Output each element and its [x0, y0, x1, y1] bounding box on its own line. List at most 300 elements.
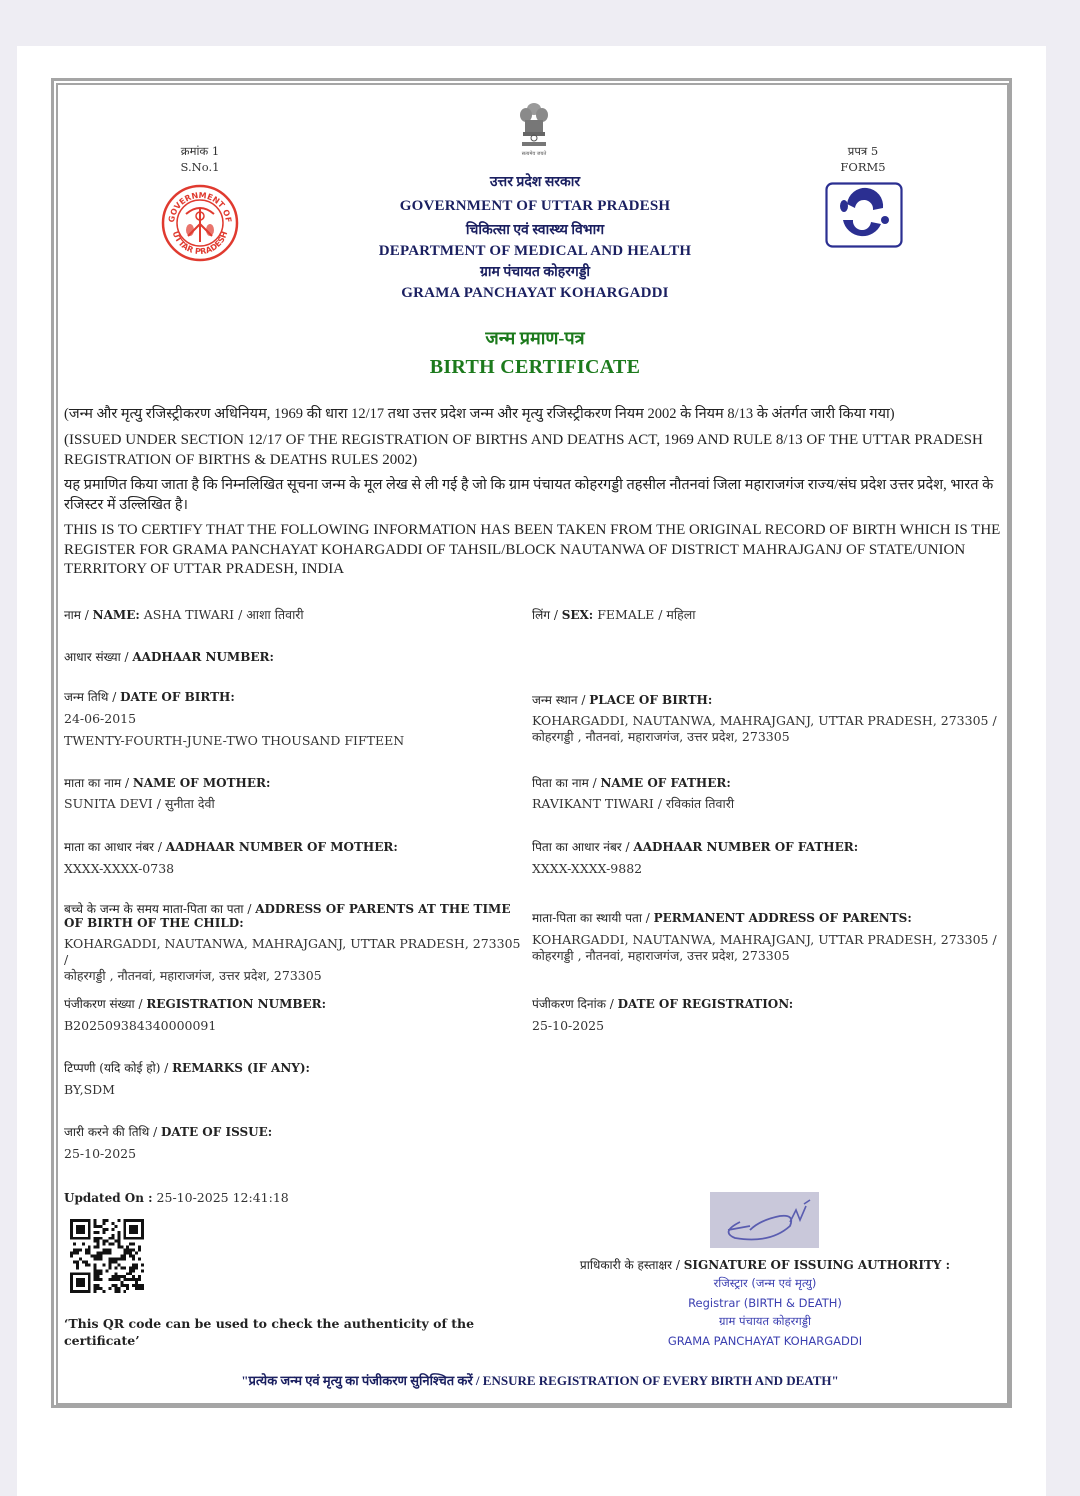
qr-module	[120, 1281, 123, 1284]
qr-module	[138, 1287, 141, 1290]
qr-module	[123, 1278, 126, 1281]
qr-module	[88, 1272, 91, 1275]
qr-module	[123, 1225, 126, 1228]
birth-address-value-en: KOHARGADDI, NAUTANWA, MAHRAJGANJ, UTTAR PRADESH, 273305 /	[64, 936, 521, 967]
qr-module	[70, 1237, 73, 1240]
qr-module	[88, 1219, 91, 1222]
qr-module	[94, 1278, 97, 1281]
qr-module	[106, 1269, 109, 1272]
qr-module	[123, 1231, 126, 1234]
qr-module	[70, 1222, 73, 1225]
qr-module	[141, 1269, 144, 1272]
field-mother-aadhaar: माता का आधार नंबर / AADHAAR NUMBER OF MOTHER: XXXX-XXXX-0738	[64, 838, 514, 877]
qr-module	[114, 1278, 117, 1281]
qr-module	[73, 1243, 76, 1246]
qr-module	[129, 1272, 132, 1275]
field-father-aadhaar: पिता का आधार नंबर / AADHAAR NUMBER OF FATHER: XXXX-XXXX-9882	[532, 838, 982, 877]
qr-module	[79, 1249, 82, 1252]
qr-module	[108, 1263, 111, 1266]
qr-module	[94, 1237, 97, 1240]
qr-module	[76, 1228, 79, 1231]
qr-module	[129, 1278, 132, 1281]
qr-module	[114, 1266, 117, 1269]
field-permanent-address: माता-पिता का स्थायी पता / PERMANENT ADDRESS OF PARENTS: KOHARGADDI, NAUTANWA, MAHRAJGANJ, UTTAR PRADESH, 273305 / कोहरगड्डी , नौतनवां, महाराजगंज, उत्तर प्रदेश, 273305	[532, 911, 997, 963]
qr-module	[79, 1219, 82, 1222]
qr-module	[73, 1252, 76, 1255]
field-mother-name: माता का नाम / NAME OF MOTHER: SUNITA DEVI / सुनीता देवी	[64, 774, 514, 812]
qr-module	[117, 1240, 120, 1243]
certification-hi: यह प्रमाणित किया जाता है कि निम्नलिखित सूचना जन्म के मूल लेख से ली गई है जो कि ग्राम पंचायत कोहरगड्डी तहसील नौतनवां जिला महाराजगंज राज्य/संघ प्रदेश उत्तर प्रदेश, भारत के रजिस्टर में उल्लिखित है।	[64, 477, 994, 513]
qr-module	[138, 1278, 141, 1281]
qr-module	[123, 1275, 126, 1278]
national-emblem-icon	[515, 99, 553, 159]
qr-module	[117, 1290, 120, 1293]
qr-module	[88, 1278, 91, 1281]
qr-module	[135, 1284, 138, 1287]
qr-module	[132, 1237, 135, 1240]
field-date-of-issue: जारी करने की तिथि / DATE OF ISSUE: 25-10-2025	[64, 1123, 514, 1162]
qr-module	[82, 1231, 85, 1234]
qr-module	[141, 1263, 144, 1266]
field-place-of-birth: जन्म स्थान / PLACE OF BIRTH: KOHARGADDI, NAUTANWA, MAHRAJGANJ, UTTAR PRADESH, 273305 / कोहरगड्डी , नौतनवां, महाराजगंज, उत्तर प्रदेश, 273305	[532, 693, 997, 744]
pob-value-en: KOHARGADDI, NAUTANWA, MAHRAJGANJ, UTTAR PRADESH, 273305 /	[532, 713, 997, 728]
qr-module	[117, 1219, 120, 1222]
field-sex: लिंग / SEX: FEMALE / महिला	[532, 607, 696, 622]
qr-module	[76, 1225, 79, 1228]
qr-module	[100, 1278, 103, 1281]
qr-module	[123, 1228, 126, 1231]
qr-module	[123, 1249, 126, 1252]
qr-module	[76, 1284, 79, 1287]
qr-module	[114, 1272, 117, 1275]
qr-module	[76, 1266, 79, 1269]
qr-module	[70, 1275, 73, 1278]
remarks-value: BY,SDM	[64, 1082, 115, 1097]
qr-module	[73, 1290, 76, 1293]
registrar-office-en: GRAMA PANCHAYAT KOHARGADDI	[667, 1334, 863, 1348]
field-remarks: टिप्पणी (यदि कोई हो) / REMARKS (IF ANY): BY,SDM	[64, 1059, 514, 1098]
qr-module	[138, 1237, 141, 1240]
qr-module	[70, 1284, 73, 1287]
qr-module	[111, 1260, 114, 1263]
qr-module	[114, 1275, 117, 1278]
perm-address-value-hi: कोहरगड्डी , नौतनवां, महाराजगंज, उत्तर प्रदेश, 273305	[532, 948, 790, 963]
qr-module	[141, 1284, 144, 1287]
qr-module	[94, 1263, 97, 1266]
qr-module	[82, 1272, 85, 1275]
qr-module	[120, 1275, 123, 1278]
qr-module	[82, 1237, 85, 1240]
qr-module	[97, 1246, 100, 1249]
qr-module	[70, 1287, 73, 1290]
qr-module	[120, 1266, 123, 1269]
qr-module	[108, 1278, 111, 1281]
serial-en: S.No.1	[180, 160, 220, 174]
qr-module	[82, 1219, 85, 1222]
qr-module	[103, 1222, 106, 1225]
qr-module	[94, 1231, 97, 1234]
qr-module	[141, 1287, 144, 1290]
signature-image	[710, 1192, 819, 1248]
qr-module	[126, 1278, 129, 1281]
qr-module	[100, 1225, 103, 1228]
qr-module	[97, 1231, 100, 1234]
qr-module	[135, 1237, 138, 1240]
qr-module	[132, 1266, 135, 1269]
qr-module	[126, 1284, 129, 1287]
verification-qr-code[interactable]	[69, 1219, 145, 1293]
qr-module	[135, 1228, 138, 1231]
qr-module	[97, 1257, 100, 1260]
qr-module	[111, 1222, 114, 1225]
qr-module	[73, 1260, 76, 1263]
mother-name-value: SUNITA DEVI / सुनीता देवी	[64, 796, 215, 811]
field-registration-date: पंजीकरण दिनांक / DATE OF REGISTRATION: 25-10-2025	[532, 995, 982, 1034]
qr-module	[141, 1222, 144, 1225]
qr-module	[141, 1225, 144, 1228]
qr-module	[120, 1255, 123, 1258]
qr-module	[108, 1249, 111, 1252]
qr-module	[82, 1281, 85, 1284]
qr-module	[129, 1252, 132, 1255]
qr-module	[97, 1269, 100, 1272]
department-en: DEPARTMENT OF MEDICAL AND HEALTH	[378, 243, 692, 259]
qr-module	[79, 1228, 82, 1231]
svg-text:UTTAR PRADESH: UTTAR PRADESH	[170, 230, 230, 257]
qr-module	[108, 1266, 111, 1269]
qr-module	[103, 1249, 106, 1252]
qr-module	[88, 1281, 91, 1284]
qr-module	[94, 1246, 97, 1249]
qr-module	[76, 1231, 79, 1234]
qr-module	[85, 1260, 88, 1263]
qr-module	[70, 1234, 73, 1237]
registration-date-value: 25-10-2025	[532, 1018, 605, 1033]
qr-module	[70, 1255, 73, 1258]
qr-module	[108, 1237, 111, 1240]
qr-module	[82, 1228, 85, 1231]
qr-module	[132, 1263, 135, 1266]
serial-hi: क्रमांक 1	[180, 144, 220, 158]
qr-module	[88, 1249, 91, 1252]
qr-module	[111, 1278, 114, 1281]
qr-module	[88, 1237, 91, 1240]
registrar-role-en: Registrar (BIRTH & DEATH)	[688, 1296, 842, 1310]
emblem-motto: सत्यमेव जयते	[521, 151, 547, 157]
department-hi: चिकित्सा एवं स्वास्थ्य विभाग	[465, 223, 605, 238]
qr-module	[91, 1255, 94, 1258]
qr-module	[88, 1252, 91, 1255]
qr-module	[70, 1219, 73, 1222]
qr-module	[138, 1257, 141, 1260]
qr-module	[100, 1237, 103, 1240]
qr-module	[97, 1255, 100, 1258]
qr-module	[94, 1266, 97, 1269]
qr-module	[73, 1249, 76, 1252]
qr-module	[103, 1219, 106, 1222]
qr-module	[117, 1275, 120, 1278]
qr-module	[111, 1284, 114, 1287]
qr-module	[97, 1252, 100, 1255]
footer-slogan: "प्रत्येक जन्म एवं मृत्यु का पंजीकरण सुनिश्चित करें / ENSURE REGISTRATION OF EVERY BIRTH AND DEATH"	[241, 1373, 839, 1388]
certificate-title-hi: जन्म प्रमाण-पत्र	[485, 328, 585, 348]
qr-module	[138, 1219, 141, 1222]
act-reference-hi: (जन्म और मृत्यु रजिस्ट्रीकरण अधिनियम, 1969 की धारा 12/17 तथा उत्तर प्रदेश जन्म और मृत्यु रजिस्ट्रीकरण नियम 2002 के नियम 8/13 के अंतर्गत जारी किया गया)	[64, 406, 895, 422]
qr-module	[129, 1237, 132, 1240]
qr-module	[135, 1252, 138, 1255]
qr-module	[114, 1240, 117, 1243]
qr-module	[117, 1231, 120, 1234]
qr-module	[103, 1228, 106, 1231]
qr-module	[70, 1278, 73, 1281]
certificate-title-en: BIRTH CERTIFICATE	[429, 356, 641, 378]
qr-module	[88, 1228, 91, 1231]
qr-module	[111, 1243, 114, 1246]
qr-module	[97, 1240, 100, 1243]
qr-module	[111, 1275, 114, 1278]
qr-module	[123, 1284, 126, 1287]
qr-module	[76, 1272, 79, 1275]
office-en: GRAMA PANCHAYAT KOHARGADDI	[401, 285, 669, 301]
qr-module	[79, 1290, 82, 1293]
qr-module	[135, 1219, 138, 1222]
qr-module	[97, 1237, 100, 1240]
qr-module	[141, 1228, 144, 1231]
registration-number-value: B202509384340000091	[64, 1018, 217, 1033]
up-government-seal-icon	[160, 184, 240, 262]
form-hi: प्रपत्र 5	[847, 144, 879, 158]
qr-module	[70, 1281, 73, 1284]
qr-module	[123, 1237, 126, 1240]
qr-module	[111, 1234, 114, 1237]
qr-module	[88, 1246, 91, 1249]
qr-module	[138, 1246, 141, 1249]
qr-module	[129, 1266, 132, 1269]
qr-module	[126, 1246, 129, 1249]
qr-module	[129, 1255, 132, 1258]
qr-module	[94, 1225, 97, 1228]
qr-module	[88, 1231, 91, 1234]
qr-module	[135, 1287, 138, 1290]
qr-module	[117, 1246, 120, 1249]
qr-module	[141, 1234, 144, 1237]
qr-module	[88, 1275, 91, 1278]
qr-module	[100, 1257, 103, 1260]
qr-module	[100, 1252, 103, 1255]
qr-module	[100, 1287, 103, 1290]
dob-value: 24-06-2015	[64, 711, 137, 726]
qr-module	[132, 1219, 135, 1222]
qr-module	[135, 1266, 138, 1269]
qr-authenticity-note: ‘This QR code can be used to check the authenticity of the certificate’	[64, 1316, 475, 1348]
serial-number	[150, 143, 250, 175]
qr-module	[88, 1263, 91, 1266]
qr-module	[106, 1252, 109, 1255]
field-birth-address: बच्चे के जन्म के समय माता-पिता का पता / ADDRESS OF PARENTS AT THE TIME OF BIRTH OF THE CHILD: KOHARGADDI, NAUTANWA, MAHRAJGANJ, UTTAR PRADESH, 273305 / कोहरगड्डी , नौतनवां, महाराजगंज, उत्तर प्रदेश, 273305	[64, 902, 526, 984]
qr-module	[88, 1290, 91, 1293]
qr-module	[117, 1287, 120, 1290]
qr-module	[82, 1225, 85, 1228]
form-en: FORM5	[840, 160, 886, 174]
qr-module	[120, 1284, 123, 1287]
qr-module	[123, 1255, 126, 1258]
registrar-role-hi: रजिस्ट्रार (जन्म एवं मृत्यु)	[713, 1276, 817, 1290]
svg-text:GOVERNMENT OF: GOVERNMENT OF	[166, 190, 234, 224]
qr-module	[97, 1284, 100, 1287]
qr-module	[126, 1272, 129, 1275]
qr-module	[135, 1278, 138, 1281]
qr-module	[76, 1290, 79, 1293]
qr-module	[76, 1260, 79, 1263]
qr-module	[132, 1225, 135, 1228]
qr-module	[97, 1243, 100, 1246]
qr-module	[82, 1243, 85, 1246]
qr-module	[79, 1272, 82, 1275]
qr-module	[114, 1290, 117, 1293]
field-registration-number: पंजीकरण संख्या / REGISTRATION NUMBER: B202509384340000091	[64, 995, 514, 1034]
perm-address-value-en: KOHARGADDI, NAUTANWA, MAHRAJGANJ, UTTAR PRADESH, 273305 /	[532, 932, 997, 947]
qr-module	[94, 1269, 97, 1272]
qr-module	[85, 1237, 88, 1240]
qr-module	[103, 1263, 106, 1266]
qr-module	[100, 1272, 103, 1275]
qr-module	[76, 1281, 79, 1284]
qr-module	[135, 1231, 138, 1234]
field-father-name: पिता का नाम / NAME OF FATHER: RAVIKANT TIWARI / रविकांत तिवारी	[532, 774, 982, 812]
qr-module	[85, 1219, 88, 1222]
qr-module	[106, 1228, 109, 1231]
qr-module	[108, 1243, 111, 1246]
qr-module	[88, 1234, 91, 1237]
qr-module	[132, 1257, 135, 1260]
father-aadhaar-value: XXXX-XXXX-9882	[532, 861, 643, 876]
qr-module	[100, 1269, 103, 1272]
qr-module	[97, 1278, 100, 1281]
qr-module	[138, 1275, 141, 1278]
act-reference-en: (ISSUED UNDER SECTION 12/17 OF THE REGISTRATION OF BIRTHS AND DEATHS ACT, 1969 AND RULE 8/13 OF THE UTTAR PRADESH REGISTRATION OF BIRTHS & DEATHS RULES 2002)	[64, 432, 983, 468]
signature-label: प्राधिकारी के हस्ताक्षर / SIGNATURE OF ISSUING AUTHORITY :	[579, 1258, 951, 1272]
qr-module	[70, 1252, 73, 1255]
qr-module	[82, 1284, 85, 1287]
qr-module	[123, 1290, 126, 1293]
qr-module	[108, 1252, 111, 1255]
qr-module	[76, 1263, 79, 1266]
qr-module	[97, 1225, 100, 1228]
qr-module	[76, 1278, 79, 1281]
qr-module	[141, 1219, 144, 1222]
qr-module	[123, 1234, 126, 1237]
qr-module	[82, 1290, 85, 1293]
qr-module	[123, 1219, 126, 1222]
qr-module	[85, 1249, 88, 1252]
qr-module	[103, 1231, 106, 1234]
updated-on: Updated On : 25-10-2025 12:41:18	[64, 1190, 289, 1205]
qr-module	[94, 1275, 97, 1278]
qr-module	[70, 1225, 73, 1228]
qr-module	[129, 1249, 132, 1252]
qr-module	[79, 1284, 82, 1287]
qr-module	[123, 1222, 126, 1225]
qr-module	[108, 1287, 111, 1290]
registrar-office-hi: ग्राम पंचायत कोहरगड्डी	[719, 1314, 811, 1328]
qr-module	[111, 1257, 114, 1260]
qr-module	[132, 1278, 135, 1281]
qr-module	[135, 1281, 138, 1284]
qr-module	[82, 1260, 85, 1263]
qr-module	[103, 1243, 106, 1246]
qr-module	[106, 1249, 109, 1252]
qr-module	[123, 1257, 126, 1260]
qr-module	[135, 1263, 138, 1266]
qr-module	[88, 1284, 91, 1287]
qr-module	[106, 1219, 109, 1222]
qr-module	[129, 1243, 132, 1246]
qr-module	[79, 1231, 82, 1234]
qr-module	[85, 1263, 88, 1266]
qr-module	[94, 1272, 97, 1275]
qr-module	[132, 1284, 135, 1287]
qr-module	[79, 1278, 82, 1281]
qr-module	[141, 1231, 144, 1234]
qr-module	[88, 1287, 91, 1290]
birth-address-value-hi: कोहरगड्डी , नौतनवां, महाराजगंज, उत्तर प्रदेश, 273305	[64, 968, 322, 983]
qr-module	[129, 1231, 132, 1234]
state-name-hi: उत्तर प्रदेश सरकार	[489, 175, 581, 190]
dob-words: TWENTY-FOURTH-JUNE-TWO THOUSAND FIFTEEN	[64, 733, 405, 748]
qr-module	[132, 1249, 135, 1252]
qr-module	[123, 1252, 126, 1255]
qr-module	[82, 1278, 85, 1281]
qr-module	[114, 1225, 117, 1228]
qr-module	[117, 1263, 120, 1266]
qr-module	[126, 1252, 129, 1255]
qr-module	[79, 1281, 82, 1284]
qr-module	[129, 1225, 132, 1228]
qr-module	[123, 1266, 126, 1269]
mother-aadhaar-value: XXXX-XXXX-0738	[64, 861, 175, 876]
qr-module	[141, 1237, 144, 1240]
field-name: नाम / NAME: ASHA TIWARI / आशा तिवारी	[64, 607, 304, 622]
qr-module	[70, 1228, 73, 1231]
qr-module	[97, 1272, 100, 1275]
qr-module	[97, 1275, 100, 1278]
qr-module	[94, 1290, 97, 1293]
qr-module	[132, 1269, 135, 1272]
health-department-logo-icon	[825, 182, 903, 248]
qr-module	[117, 1243, 120, 1246]
form-number	[813, 143, 913, 175]
pob-value-hi: कोहरगड्डी , नौतनवां, महाराजगंज, उत्तर प्रदेश, 273305	[532, 729, 790, 744]
qr-module	[114, 1287, 117, 1290]
qr-module	[126, 1237, 129, 1240]
qr-module	[76, 1219, 79, 1222]
field-aadhaar: आधार संख्या / AADHAAR NUMBER:	[64, 650, 274, 664]
issue-date-value: 25-10-2025	[64, 1146, 137, 1161]
qr-module	[138, 1284, 141, 1287]
qr-module	[114, 1260, 117, 1263]
signature-scribble-icon	[710, 1192, 819, 1248]
qr-module	[132, 1275, 135, 1278]
qr-module	[106, 1240, 109, 1243]
qr-module	[117, 1257, 120, 1260]
qr-module	[100, 1255, 103, 1258]
qr-module	[73, 1237, 76, 1240]
qr-module	[129, 1219, 132, 1222]
state-name-en: GOVERNMENT OF UTTAR PRADESH	[399, 198, 671, 214]
qr-module	[97, 1287, 100, 1290]
office-hi: ग्राम पंचायत कोहरगड्डी	[479, 265, 591, 280]
field-date-of-birth: जन्म तिथि / DATE OF BIRTH: 24-06-2015 TWENTY-FOURTH-JUNE-TWO THOUSAND FIFTEEN	[64, 688, 514, 749]
